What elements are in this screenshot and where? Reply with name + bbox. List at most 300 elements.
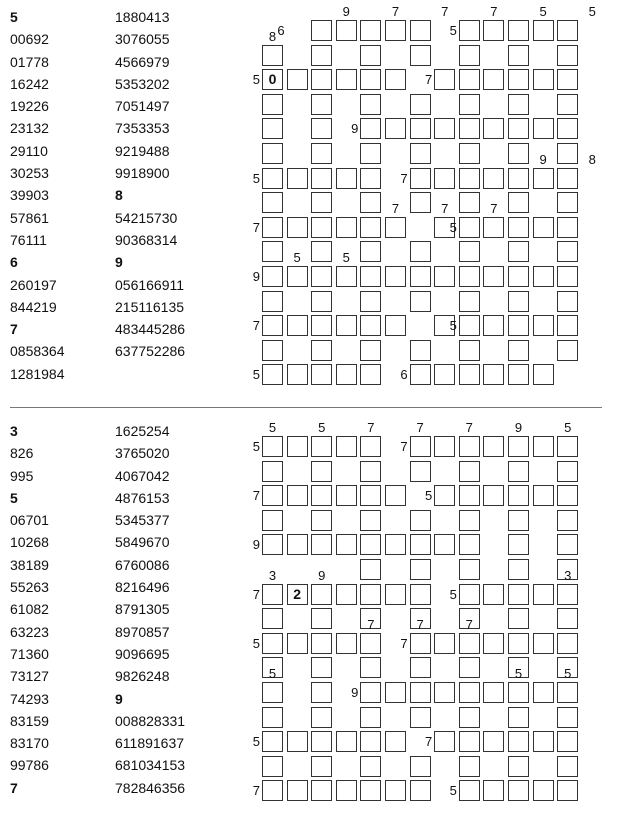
grid-cell[interactable] bbox=[459, 756, 480, 777]
grid-cell[interactable] bbox=[410, 756, 431, 777]
grid-cell[interactable] bbox=[557, 143, 578, 164]
word-entry: 483445286 bbox=[115, 321, 186, 338]
grid-cell[interactable] bbox=[557, 340, 578, 361]
word-entry: 9918900 bbox=[115, 165, 170, 182]
grid-cell[interactable] bbox=[262, 266, 283, 287]
grid-cell[interactable] bbox=[336, 217, 357, 238]
grid-cell[interactable] bbox=[508, 707, 529, 728]
grid-cell[interactable] bbox=[385, 69, 406, 90]
grid-cell[interactable] bbox=[533, 118, 554, 139]
grid-cell[interactable] bbox=[385, 534, 406, 555]
grid-cell[interactable] bbox=[508, 45, 529, 66]
grid-cell[interactable] bbox=[508, 756, 529, 777]
grid-cell[interactable] bbox=[533, 633, 554, 654]
grid-cell[interactable] bbox=[262, 45, 283, 66]
across-length-label: 5 bbox=[449, 219, 457, 235]
grid-cell[interactable] bbox=[434, 682, 455, 703]
grid-cell[interactable] bbox=[287, 485, 308, 506]
grid-cell[interactable] bbox=[508, 364, 529, 385]
grid-cell[interactable] bbox=[483, 364, 504, 385]
grid-cell-filled[interactable] bbox=[287, 584, 308, 605]
grid-cell[interactable] bbox=[262, 94, 283, 115]
grid-cell[interactable] bbox=[360, 682, 381, 703]
grid-cell[interactable] bbox=[360, 707, 381, 728]
grid-cell[interactable] bbox=[533, 485, 554, 506]
grid-cell[interactable] bbox=[557, 461, 578, 482]
down-length-label: 9 bbox=[514, 420, 523, 435]
grid-cell[interactable] bbox=[311, 682, 332, 703]
grid-cell[interactable] bbox=[483, 20, 504, 41]
grid-cell[interactable] bbox=[533, 20, 554, 41]
grid-cell[interactable] bbox=[336, 69, 357, 90]
grid-cell[interactable] bbox=[410, 584, 431, 605]
grid-cell[interactable] bbox=[360, 118, 381, 139]
grid-cell[interactable] bbox=[311, 340, 332, 361]
grid-cell[interactable] bbox=[557, 118, 578, 139]
grid-cell[interactable] bbox=[336, 633, 357, 654]
grid-cell[interactable] bbox=[533, 315, 554, 336]
grid-cell[interactable] bbox=[483, 69, 504, 90]
grid-cell[interactable] bbox=[483, 633, 504, 654]
grid-cell[interactable] bbox=[459, 168, 480, 189]
grid-cell-filled[interactable] bbox=[262, 69, 283, 90]
grid-cell[interactable] bbox=[459, 657, 480, 678]
grid-cell[interactable] bbox=[508, 94, 529, 115]
grid-cell[interactable] bbox=[360, 69, 381, 90]
grid-cell[interactable] bbox=[434, 364, 455, 385]
grid-cell[interactable] bbox=[311, 731, 332, 752]
grid-cell[interactable] bbox=[410, 192, 431, 213]
grid-cell[interactable] bbox=[508, 559, 529, 580]
grid-cell[interactable] bbox=[287, 69, 308, 90]
grid-cell[interactable] bbox=[508, 682, 529, 703]
grid-cell[interactable] bbox=[385, 266, 406, 287]
grid-cell[interactable] bbox=[311, 534, 332, 555]
grid-cell[interactable] bbox=[360, 461, 381, 482]
grid-cell[interactable] bbox=[360, 534, 381, 555]
grid-cell[interactable] bbox=[483, 168, 504, 189]
grid-cell[interactable] bbox=[459, 461, 480, 482]
grid-cell[interactable] bbox=[336, 780, 357, 801]
grid-cell[interactable] bbox=[410, 682, 431, 703]
grid-cell[interactable] bbox=[459, 45, 480, 66]
grid-cell[interactable] bbox=[311, 780, 332, 801]
grid-cell[interactable] bbox=[287, 731, 308, 752]
grid-cell[interactable] bbox=[459, 731, 480, 752]
grid-cell[interactable] bbox=[410, 118, 431, 139]
grid-cell[interactable] bbox=[287, 780, 308, 801]
grid-cell[interactable] bbox=[533, 731, 554, 752]
grid-cell[interactable] bbox=[385, 584, 406, 605]
grid-cell[interactable] bbox=[410, 707, 431, 728]
grid-cell[interactable] bbox=[483, 780, 504, 801]
grid-cell[interactable] bbox=[360, 436, 381, 457]
grid-cell[interactable] bbox=[336, 534, 357, 555]
grid-cell[interactable] bbox=[508, 20, 529, 41]
grid-cell[interactable] bbox=[557, 756, 578, 777]
grid-cell[interactable] bbox=[459, 143, 480, 164]
word-length-header: 9 bbox=[115, 254, 123, 271]
grid-cell[interactable] bbox=[360, 217, 381, 238]
grid-cell[interactable] bbox=[262, 731, 283, 752]
grid-cell[interactable] bbox=[360, 291, 381, 312]
grid-cell[interactable] bbox=[557, 69, 578, 90]
grid-cell[interactable] bbox=[336, 315, 357, 336]
grid-cell[interactable] bbox=[434, 633, 455, 654]
grid-cell[interactable] bbox=[360, 192, 381, 213]
grid-cell[interactable] bbox=[508, 461, 529, 482]
grid-cell[interactable] bbox=[410, 291, 431, 312]
grid-cell[interactable] bbox=[434, 485, 455, 506]
grid-cell[interactable] bbox=[557, 241, 578, 262]
grid-cell[interactable] bbox=[533, 584, 554, 605]
grid-cell[interactable] bbox=[287, 633, 308, 654]
grid-cell[interactable] bbox=[262, 584, 283, 605]
grid-cell[interactable] bbox=[410, 461, 431, 482]
grid-cell[interactable] bbox=[336, 436, 357, 457]
grid-cell[interactable] bbox=[508, 780, 529, 801]
grid-cell[interactable] bbox=[557, 20, 578, 41]
grid-cell[interactable] bbox=[311, 20, 332, 41]
grid-cell[interactable] bbox=[336, 266, 357, 287]
grid-cell[interactable] bbox=[311, 364, 332, 385]
grid-cell[interactable] bbox=[311, 510, 332, 531]
grid-cell[interactable] bbox=[262, 756, 283, 777]
grid-cell[interactable] bbox=[508, 192, 529, 213]
grid-cell[interactable] bbox=[385, 731, 406, 752]
down-length-label: 7 bbox=[367, 420, 375, 435]
grid-cell[interactable] bbox=[459, 682, 480, 703]
grid-cell[interactable] bbox=[508, 436, 529, 457]
grid-cell[interactable] bbox=[459, 118, 480, 139]
grid-cell[interactable] bbox=[360, 364, 381, 385]
down-length-label: 8 bbox=[588, 151, 596, 167]
grid-cell[interactable] bbox=[410, 436, 431, 457]
grid-cell[interactable] bbox=[557, 266, 578, 287]
grid-cell[interactable] bbox=[459, 20, 480, 41]
grid-cell[interactable] bbox=[262, 707, 283, 728]
grid-cell[interactable] bbox=[434, 436, 455, 457]
grid-cell[interactable] bbox=[360, 168, 381, 189]
grid-cell[interactable] bbox=[410, 168, 431, 189]
grid-cell[interactable] bbox=[360, 266, 381, 287]
grid-cell[interactable] bbox=[410, 241, 431, 262]
grid-cell[interactable] bbox=[336, 20, 357, 41]
grid-cell[interactable] bbox=[434, 731, 455, 752]
grid-cell[interactable] bbox=[311, 241, 332, 262]
grid-cell[interactable] bbox=[557, 780, 578, 801]
word-entry: 01778 bbox=[10, 53, 49, 70]
grid-cell[interactable] bbox=[360, 340, 381, 361]
grid-cell[interactable] bbox=[385, 20, 406, 41]
grid-cell[interactable] bbox=[311, 143, 332, 164]
grid-cell[interactable] bbox=[459, 559, 480, 580]
grid-cell[interactable] bbox=[385, 682, 406, 703]
down-length-label: 5 bbox=[539, 4, 547, 19]
grid-cell[interactable] bbox=[483, 436, 504, 457]
grid-cell[interactable] bbox=[483, 485, 504, 506]
grid-cell[interactable] bbox=[508, 266, 529, 287]
grid-cell[interactable] bbox=[262, 485, 283, 506]
grid-cell[interactable] bbox=[311, 657, 332, 678]
grid-cell[interactable] bbox=[385, 217, 406, 238]
grid-cell[interactable] bbox=[410, 657, 431, 678]
grid-cell[interactable] bbox=[287, 315, 308, 336]
grid-cell[interactable] bbox=[360, 780, 381, 801]
grid-cell[interactable] bbox=[434, 266, 455, 287]
grid-cell[interactable] bbox=[557, 584, 578, 605]
grid-cell[interactable] bbox=[557, 168, 578, 189]
grid-cell[interactable] bbox=[262, 780, 283, 801]
grid-cell[interactable] bbox=[483, 118, 504, 139]
grid-cell[interactable] bbox=[410, 534, 431, 555]
grid-cell[interactable] bbox=[459, 436, 480, 457]
word-entry: 8970857 bbox=[115, 623, 170, 640]
grid-cell[interactable] bbox=[508, 118, 529, 139]
grid-cell[interactable] bbox=[483, 266, 504, 287]
grid-cell[interactable] bbox=[533, 364, 554, 385]
grid-cell[interactable] bbox=[262, 291, 283, 312]
grid-cell[interactable] bbox=[360, 756, 381, 777]
grid-cell[interactable] bbox=[410, 45, 431, 66]
grid-cell[interactable] bbox=[311, 461, 332, 482]
grid-cell[interactable] bbox=[459, 69, 480, 90]
grid-cell[interactable] bbox=[557, 731, 578, 752]
grid-cell[interactable] bbox=[434, 168, 455, 189]
grid-cell[interactable] bbox=[459, 315, 480, 336]
grid-cell[interactable] bbox=[459, 291, 480, 312]
grid-cell[interactable] bbox=[557, 633, 578, 654]
grid-cell[interactable] bbox=[311, 69, 332, 90]
grid-cell[interactable] bbox=[508, 731, 529, 752]
word-entry: 826 bbox=[10, 445, 34, 462]
grid-cell[interactable] bbox=[311, 192, 332, 213]
grid-cell[interactable] bbox=[262, 461, 283, 482]
grid-cell[interactable] bbox=[385, 315, 406, 336]
grid-cell[interactable] bbox=[262, 534, 283, 555]
grid-cell[interactable] bbox=[262, 118, 283, 139]
grid-cell[interactable] bbox=[311, 633, 332, 654]
grid-cell[interactable] bbox=[508, 608, 529, 629]
grid-cell[interactable] bbox=[533, 682, 554, 703]
grid-cell[interactable] bbox=[483, 731, 504, 752]
grid-cell[interactable] bbox=[360, 584, 381, 605]
grid-cell[interactable] bbox=[508, 69, 529, 90]
grid-cell[interactable] bbox=[533, 780, 554, 801]
grid-cell[interactable] bbox=[287, 168, 308, 189]
grid-cell[interactable] bbox=[410, 340, 431, 361]
grid-cell[interactable] bbox=[311, 485, 332, 506]
grid-cell[interactable] bbox=[557, 291, 578, 312]
grid-cell[interactable] bbox=[262, 436, 283, 457]
grid-cell[interactable] bbox=[410, 266, 431, 287]
grid-cell[interactable] bbox=[311, 436, 332, 457]
grid-cell[interactable] bbox=[262, 168, 283, 189]
grid-cell[interactable] bbox=[287, 534, 308, 555]
grid-cell[interactable] bbox=[336, 168, 357, 189]
grid-cell[interactable] bbox=[508, 217, 529, 238]
grid-cell[interactable] bbox=[508, 485, 529, 506]
grid-cell[interactable] bbox=[508, 241, 529, 262]
grid-cell[interactable] bbox=[508, 510, 529, 531]
grid-cell[interactable] bbox=[434, 118, 455, 139]
grid-cell[interactable] bbox=[385, 118, 406, 139]
grid-cell[interactable] bbox=[311, 217, 332, 238]
grid-cell[interactable] bbox=[557, 510, 578, 531]
grid-cell[interactable] bbox=[262, 340, 283, 361]
grid-cell[interactable] bbox=[336, 731, 357, 752]
grid-cell[interactable] bbox=[508, 143, 529, 164]
grid-cell[interactable] bbox=[360, 143, 381, 164]
grid-cell[interactable] bbox=[557, 315, 578, 336]
grid-cell[interactable] bbox=[410, 633, 431, 654]
grid-cell[interactable] bbox=[410, 143, 431, 164]
grid-cell[interactable] bbox=[533, 69, 554, 90]
grid-cell[interactable] bbox=[459, 192, 480, 213]
grid-cell[interactable] bbox=[557, 192, 578, 213]
grid-cell[interactable] bbox=[336, 364, 357, 385]
grid-cell[interactable] bbox=[311, 94, 332, 115]
grid-cell[interactable] bbox=[311, 45, 332, 66]
grid-cell[interactable] bbox=[287, 217, 308, 238]
grid-cell[interactable] bbox=[459, 485, 480, 506]
grid-cell[interactable] bbox=[434, 69, 455, 90]
grid-cell[interactable] bbox=[262, 315, 283, 336]
grid-cell[interactable] bbox=[262, 633, 283, 654]
grid-cell[interactable] bbox=[459, 340, 480, 361]
grid-cell[interactable] bbox=[434, 534, 455, 555]
grid-cell[interactable] bbox=[459, 633, 480, 654]
grid-cell[interactable] bbox=[508, 534, 529, 555]
grid-cell[interactable] bbox=[459, 364, 480, 385]
grid-cell[interactable] bbox=[410, 510, 431, 531]
grid-cell[interactable] bbox=[508, 584, 529, 605]
grid-cell[interactable] bbox=[287, 364, 308, 385]
grid-cell[interactable] bbox=[287, 266, 308, 287]
grid-cell[interactable] bbox=[557, 682, 578, 703]
across-length-label: 7 bbox=[252, 219, 260, 235]
grid-cell[interactable] bbox=[557, 534, 578, 555]
across-length-label: 6 bbox=[277, 23, 285, 38]
grid-cell[interactable] bbox=[533, 266, 554, 287]
grid-cell[interactable] bbox=[360, 559, 381, 580]
grid-cell[interactable] bbox=[508, 340, 529, 361]
grid-cell[interactable] bbox=[262, 143, 283, 164]
grid-cell[interactable] bbox=[360, 731, 381, 752]
grid-cell[interactable] bbox=[483, 584, 504, 605]
grid-cell[interactable] bbox=[557, 707, 578, 728]
down-length-label: 7 bbox=[441, 4, 449, 19]
grid-cell[interactable] bbox=[459, 707, 480, 728]
grid-cell[interactable] bbox=[557, 45, 578, 66]
grid-cell[interactable] bbox=[557, 485, 578, 506]
grid-cell[interactable] bbox=[360, 20, 381, 41]
down-length-label: 7 bbox=[391, 200, 400, 216]
across-length-label: 7 bbox=[252, 318, 260, 334]
grid-cell[interactable] bbox=[483, 217, 504, 238]
grid-cell[interactable] bbox=[508, 168, 529, 189]
grid-cell[interactable] bbox=[557, 608, 578, 629]
grid-cell[interactable] bbox=[360, 510, 381, 531]
grid-cell[interactable] bbox=[508, 315, 529, 336]
word-entry: 9096695 bbox=[115, 645, 170, 662]
grid-cell[interactable] bbox=[459, 584, 480, 605]
given-digit: 0 bbox=[268, 71, 277, 88]
word-entry: 74293 bbox=[10, 690, 49, 707]
grid-cell[interactable] bbox=[459, 217, 480, 238]
grid-cell[interactable] bbox=[311, 118, 332, 139]
grid-cell[interactable] bbox=[533, 436, 554, 457]
grid-cell[interactable] bbox=[262, 682, 283, 703]
grid-cell[interactable] bbox=[287, 436, 308, 457]
grid-cell[interactable] bbox=[336, 584, 357, 605]
grid-cell[interactable] bbox=[483, 682, 504, 703]
grid-cell[interactable] bbox=[311, 707, 332, 728]
grid-cell[interactable] bbox=[459, 510, 480, 531]
grid-cell[interactable] bbox=[360, 241, 381, 262]
word-entry: 76111 bbox=[10, 231, 47, 248]
grid-cell[interactable] bbox=[360, 315, 381, 336]
grid-cell[interactable] bbox=[459, 266, 480, 287]
grid-cell[interactable] bbox=[385, 485, 406, 506]
grid-cell[interactable] bbox=[410, 20, 431, 41]
grid-cell[interactable] bbox=[533, 168, 554, 189]
grid-cell[interactable] bbox=[410, 364, 431, 385]
grid-cell[interactable] bbox=[459, 94, 480, 115]
grid-cell[interactable] bbox=[483, 315, 504, 336]
grid-cell[interactable] bbox=[311, 168, 332, 189]
grid-cell[interactable] bbox=[459, 241, 480, 262]
grid-cell[interactable] bbox=[311, 608, 332, 629]
grid-cell[interactable] bbox=[311, 315, 332, 336]
grid-cell[interactable] bbox=[262, 364, 283, 385]
grid-cell[interactable] bbox=[410, 94, 431, 115]
grid-cell[interactable] bbox=[311, 584, 332, 605]
grid-cell[interactable] bbox=[311, 291, 332, 312]
grid-cell[interactable] bbox=[262, 608, 283, 629]
down-length-label: 9 bbox=[318, 567, 326, 583]
grid-cell[interactable] bbox=[508, 633, 529, 654]
grid-cell[interactable] bbox=[360, 633, 381, 654]
grid-cell[interactable] bbox=[459, 534, 480, 555]
grid-cell[interactable] bbox=[360, 657, 381, 678]
grid-cell[interactable] bbox=[557, 94, 578, 115]
down-length-label: 5 bbox=[293, 250, 301, 265]
word-entry: 260197 bbox=[10, 276, 57, 293]
grid-cell[interactable] bbox=[360, 94, 381, 115]
grid-cell[interactable] bbox=[385, 780, 406, 801]
grid-cell[interactable] bbox=[336, 485, 357, 506]
grid-cell[interactable] bbox=[262, 510, 283, 531]
grid-cell[interactable] bbox=[360, 485, 381, 506]
grid-cell[interactable] bbox=[557, 217, 578, 238]
grid-cell[interactable] bbox=[262, 192, 283, 213]
grid-cell[interactable] bbox=[557, 436, 578, 457]
grid-cell[interactable] bbox=[410, 780, 431, 801]
down-length-label: 7 bbox=[416, 420, 424, 435]
grid-cell[interactable] bbox=[311, 756, 332, 777]
across-length-label: 5 bbox=[252, 170, 260, 186]
grid-cell[interactable] bbox=[262, 241, 283, 262]
grid-cell[interactable] bbox=[533, 217, 554, 238]
grid-cell[interactable] bbox=[459, 780, 480, 801]
grid-cell[interactable] bbox=[262, 217, 283, 238]
grid-cell[interactable] bbox=[311, 266, 332, 287]
word-entry: 10268 bbox=[10, 534, 49, 551]
grid-cell[interactable] bbox=[508, 291, 529, 312]
grid-cell[interactable] bbox=[410, 559, 431, 580]
grid-cell[interactable] bbox=[360, 45, 381, 66]
